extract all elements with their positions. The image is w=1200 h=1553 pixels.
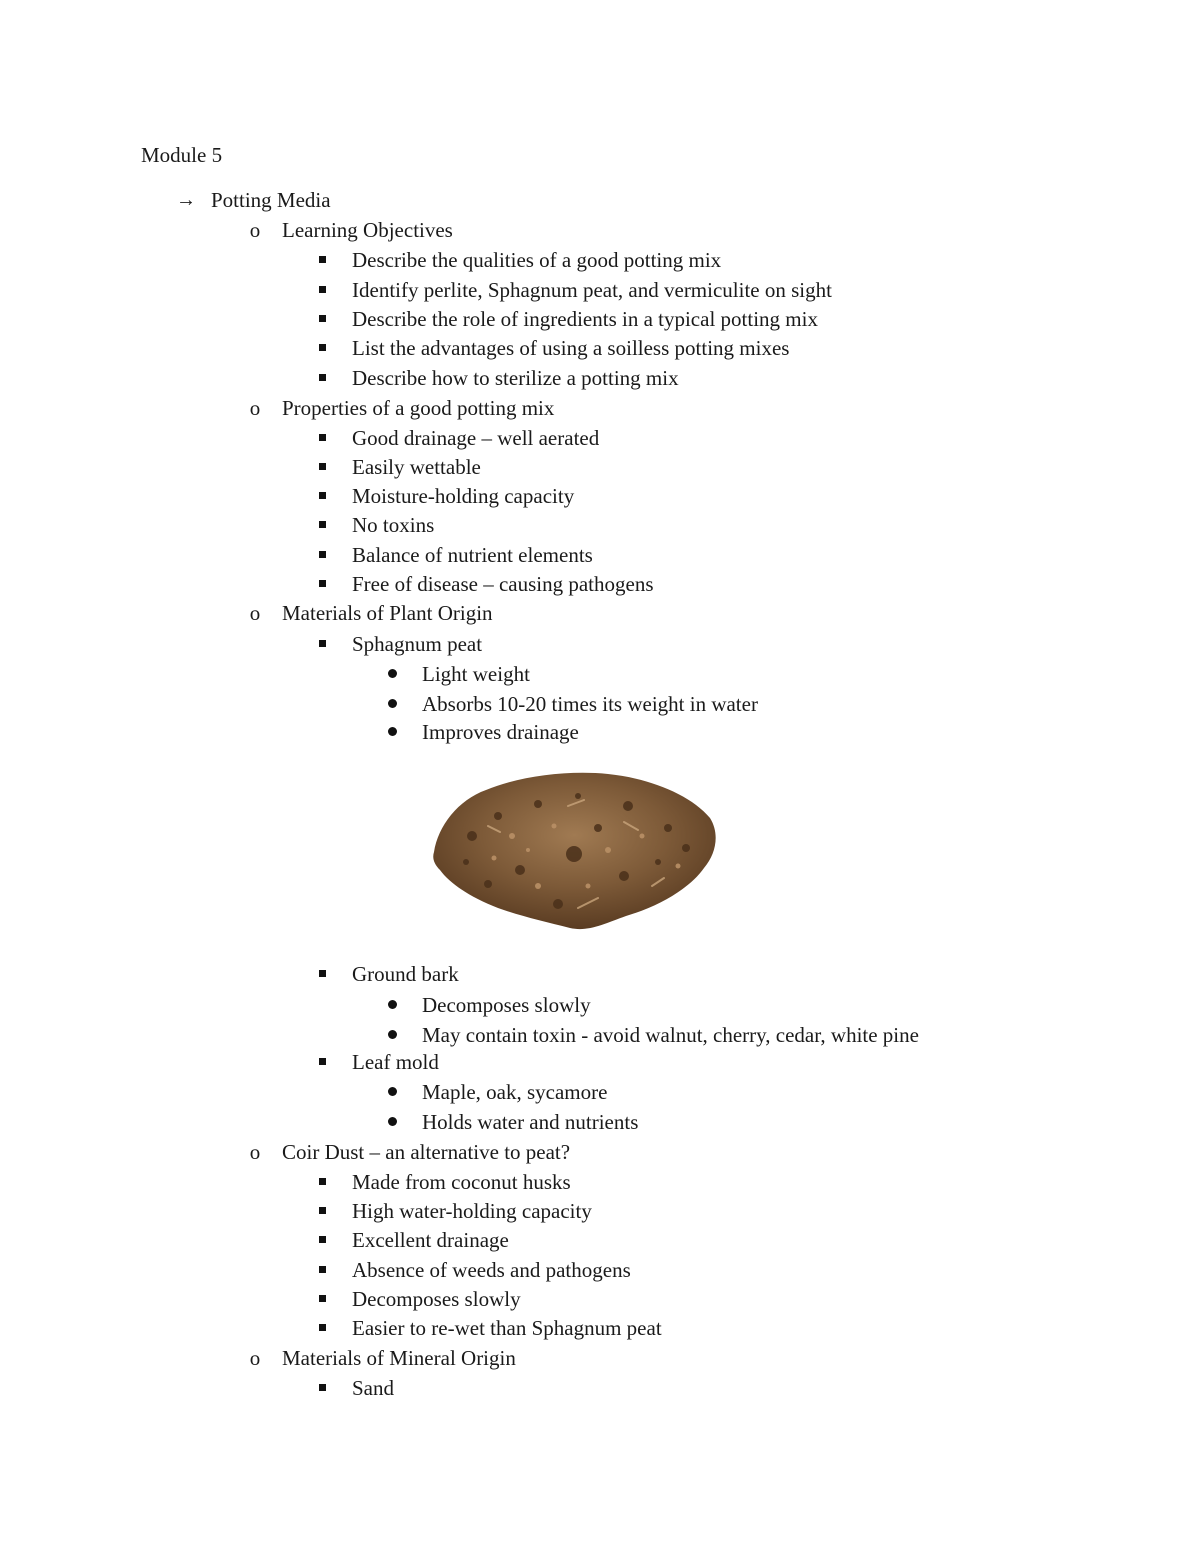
objective-item: Describe the role of ingredients in a typical potting mix — [352, 307, 818, 331]
coir-item: High water-holding capacity — [352, 1199, 592, 1223]
round-bullet-icon — [388, 727, 397, 736]
square-bullet-icon — [319, 374, 326, 381]
property-item: Free of disease – causing pathogens — [352, 572, 654, 596]
square-bullet-icon — [319, 1178, 326, 1185]
square-bullet-icon — [319, 434, 326, 441]
property-item: Easily wettable — [352, 455, 481, 479]
square-bullet-icon — [319, 521, 326, 528]
objective-item: Describe how to sterilize a potting mix — [352, 366, 679, 390]
property-item: Good drainage – well aerated — [352, 426, 600, 450]
material-ground-bark: Ground bark — [352, 962, 459, 986]
subheading-learning-objectives: Learning Objectives — [282, 218, 453, 242]
circle-bullet-icon: o — [249, 601, 261, 625]
square-bullet-icon — [319, 315, 326, 322]
square-bullet-icon — [319, 1295, 326, 1302]
subheading-mineral-origin: Materials of Mineral Origin — [282, 1346, 516, 1370]
subheading-coir-dust: Coir Dust – an alternative to peat? — [282, 1140, 571, 1164]
square-bullet-icon — [319, 1266, 326, 1273]
square-bullet-icon — [319, 463, 326, 470]
square-bullet-icon — [319, 1207, 326, 1214]
leaf-mold-item: Maple, oak, sycamore — [422, 1080, 608, 1104]
circle-bullet-icon: o — [249, 218, 261, 242]
square-bullet-icon — [319, 256, 326, 263]
ground-bark-item: Decomposes slowly — [422, 993, 591, 1017]
sphagnum-item: Improves drainage — [422, 720, 579, 744]
sphagnum-item: Light weight — [422, 662, 530, 686]
mineral-item: Sand — [352, 1376, 394, 1400]
round-bullet-icon — [388, 1087, 397, 1096]
circle-bullet-icon: o — [249, 1346, 261, 1370]
property-item: No toxins — [352, 513, 435, 537]
round-bullet-icon — [388, 1117, 397, 1126]
property-item: Moisture-holding capacity — [352, 484, 575, 508]
square-bullet-icon — [319, 1058, 326, 1065]
coir-item: Made from coconut husks — [352, 1170, 571, 1194]
subheading-plant-origin: Materials of Plant Origin — [282, 601, 493, 625]
material-sphagnum-peat: Sphagnum peat — [352, 632, 483, 656]
ground-bark-item: May contain toxin - avoid walnut, cherry, cedar, white pine — [422, 1023, 919, 1047]
coir-item: Excellent drainage — [352, 1228, 509, 1252]
sphagnum-peat-image — [428, 766, 720, 934]
round-bullet-icon — [388, 699, 397, 708]
coir-item: Decomposes slowly — [352, 1287, 521, 1311]
circle-bullet-icon: o — [249, 396, 261, 420]
square-bullet-icon — [319, 492, 326, 499]
square-bullet-icon — [319, 1236, 326, 1243]
round-bullet-icon — [388, 1000, 397, 1009]
sphagnum-item: Absorbs 10-20 times its weight in water — [422, 692, 758, 716]
round-bullet-icon — [388, 669, 397, 678]
coir-item: Absence of weeds and pathogens — [352, 1258, 631, 1282]
square-bullet-icon — [319, 1324, 326, 1331]
arrow-bullet-icon: → — [176, 189, 196, 211]
square-bullet-icon — [319, 286, 326, 293]
coir-item: Easier to re-wet than Sphagnum peat — [352, 1316, 662, 1340]
circle-bullet-icon: o — [249, 1140, 261, 1164]
objective-item: Identify perlite, Sphagnum peat, and vermiculite on sight — [352, 278, 832, 302]
square-bullet-icon — [319, 580, 326, 587]
section-heading-potting-media: Potting Media — [211, 188, 331, 212]
square-bullet-icon — [319, 1384, 326, 1391]
property-item: Balance of nutrient elements — [352, 543, 593, 567]
page-title: Module 5 — [141, 143, 223, 167]
material-leaf-mold: Leaf mold — [352, 1050, 439, 1074]
square-bullet-icon — [319, 640, 326, 647]
subheading-properties: Properties of a good potting mix — [282, 396, 555, 420]
square-bullet-icon — [319, 970, 326, 977]
objective-item: List the advantages of using a soilless potting mixes — [352, 336, 790, 360]
square-bullet-icon — [319, 551, 326, 558]
round-bullet-icon — [388, 1030, 397, 1039]
leaf-mold-item: Holds water and nutrients — [422, 1110, 639, 1134]
objective-item: Describe the qualities of a good potting mix — [352, 248, 722, 272]
square-bullet-icon — [319, 344, 326, 351]
